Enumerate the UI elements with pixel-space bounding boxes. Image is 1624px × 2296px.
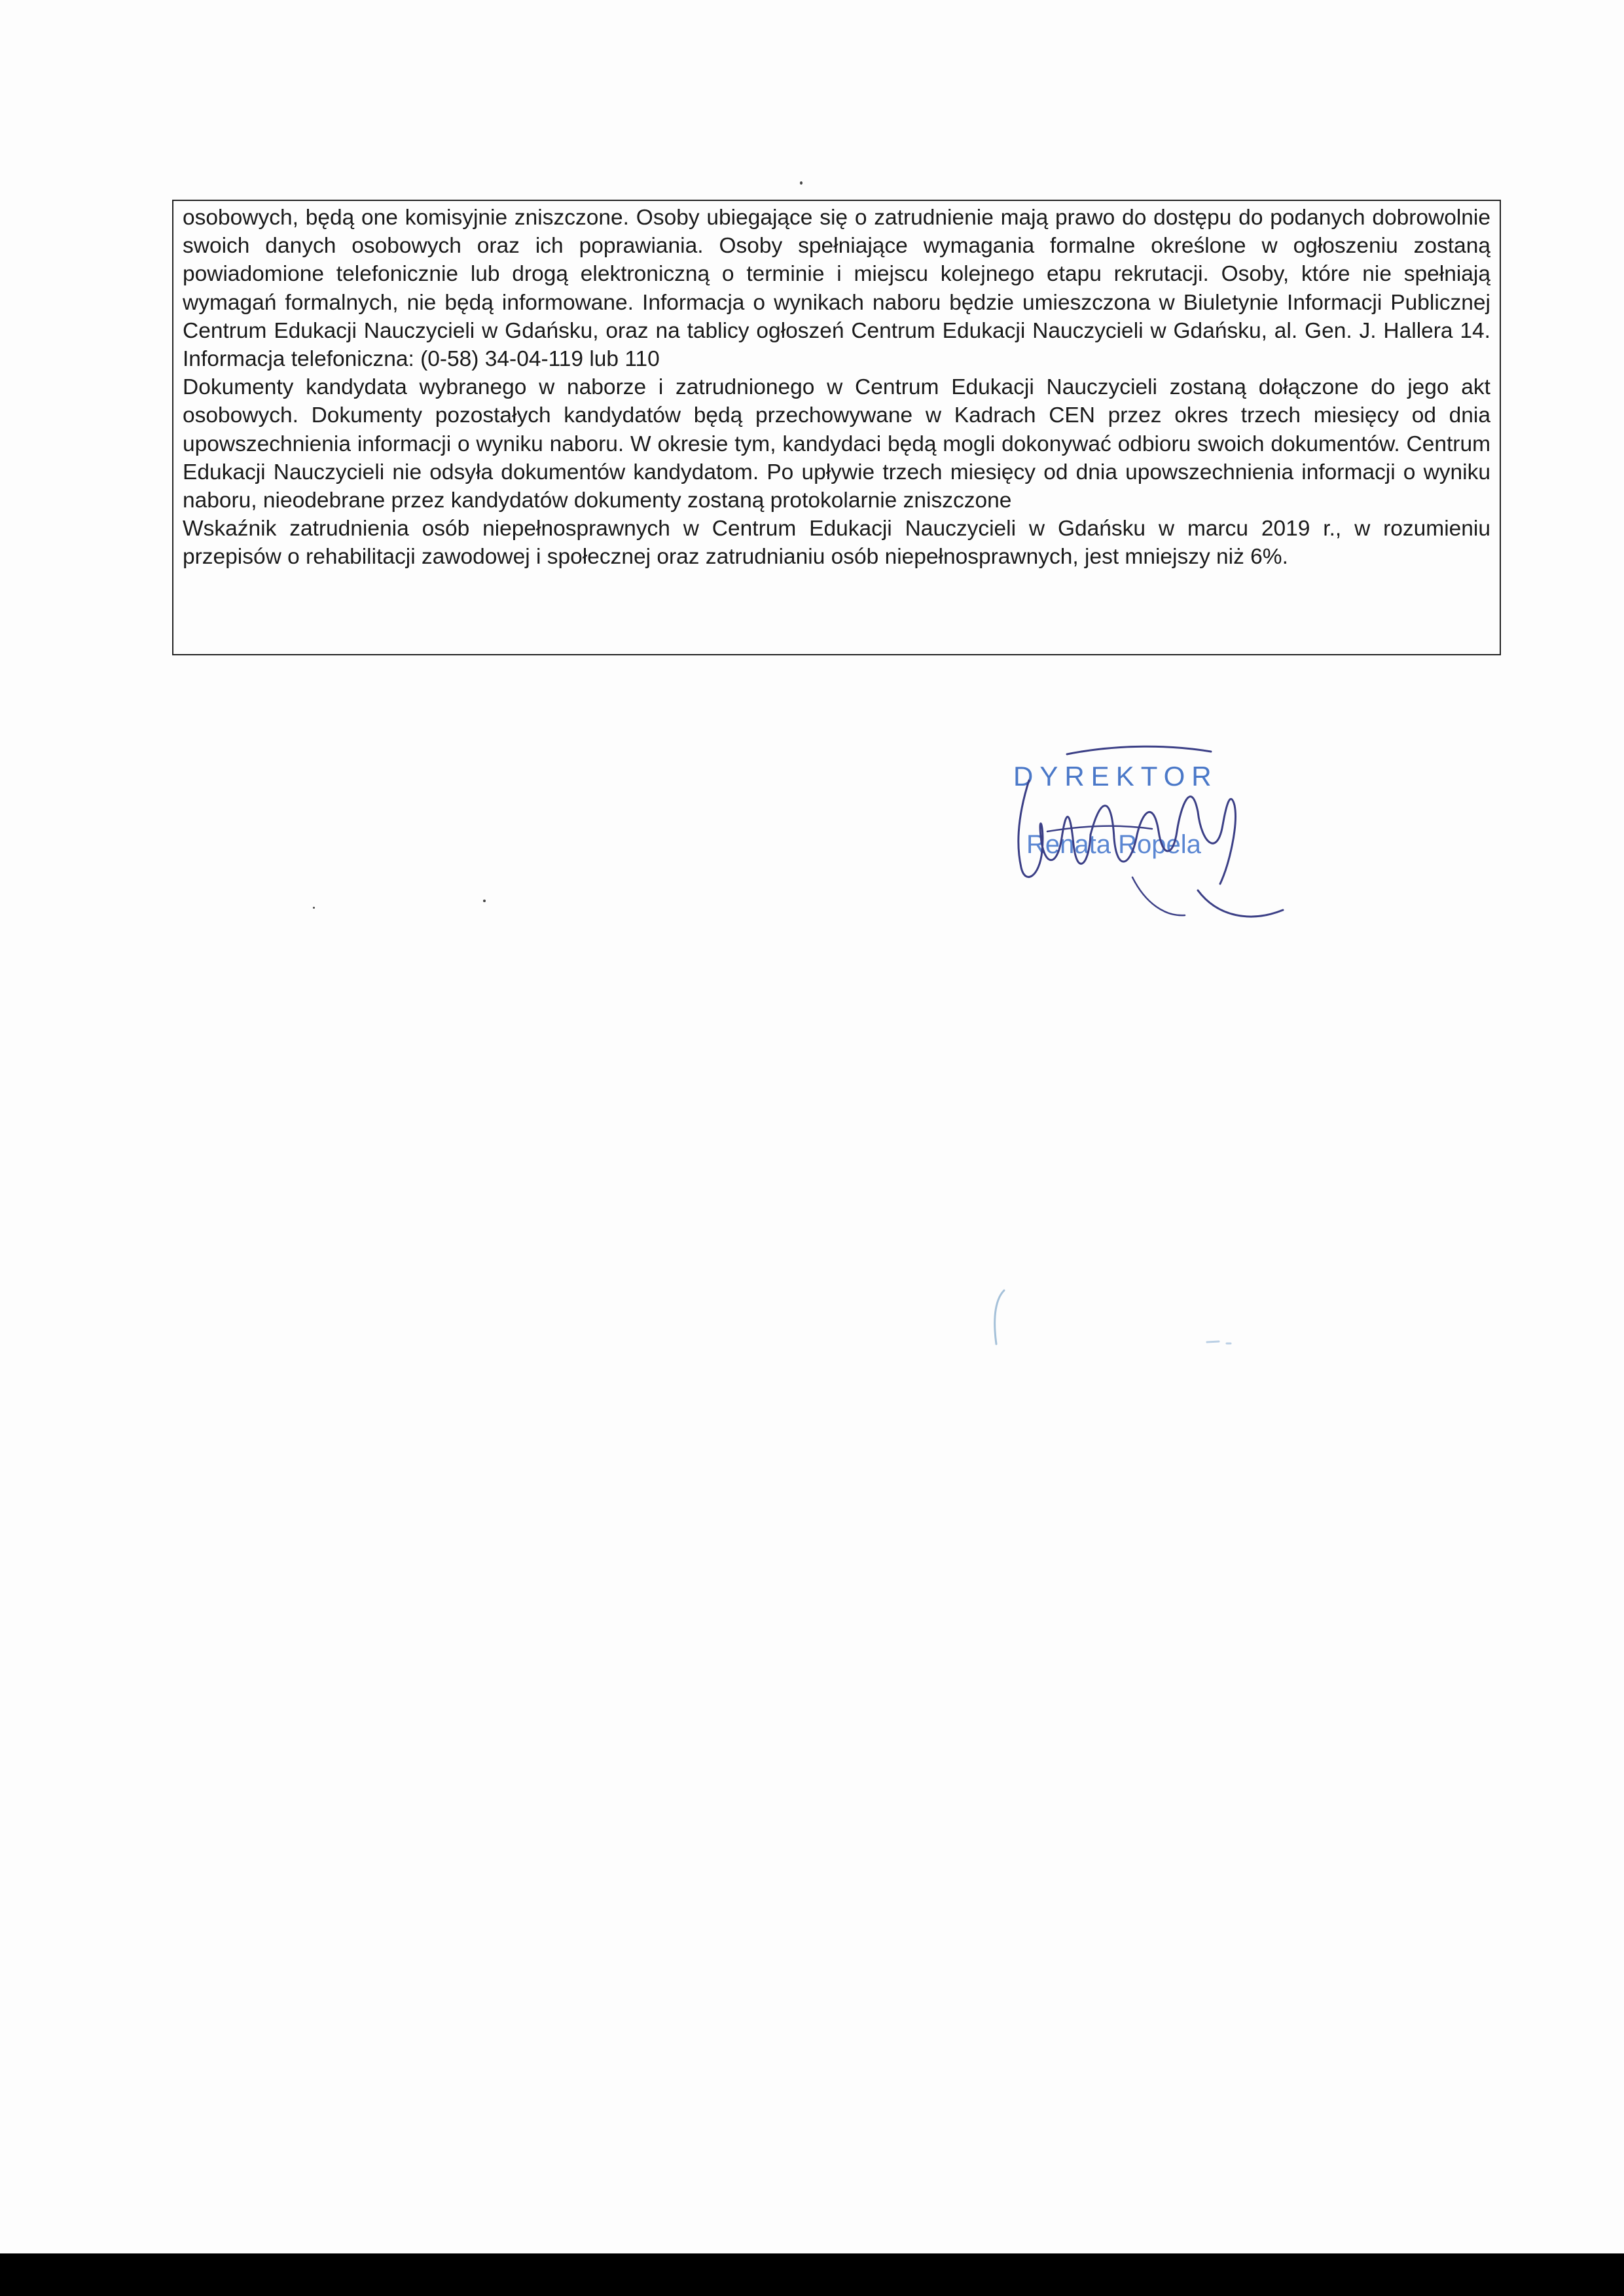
stamp-title: DYREKTOR (1013, 761, 1218, 792)
stamp-name: Renata Ropela (1026, 830, 1201, 859)
stray-pen-mark (1204, 1336, 1237, 1349)
recruitment-notice-box (172, 200, 1501, 655)
scan-speck (483, 900, 486, 902)
director-stamp (1001, 740, 1296, 923)
data-processing-paragraph: osobowych, będą one komisyjnie zniszczone. Osoby ubiegające się o zatrudnienie mają prawo do dostępu do podanych dobrowolnie swoich danych osobowych oraz ich poprawiania. Osoby spełniające wymagania formalne określone w ogłoszeniu zostaną powiadomione telefonicznie lub drogą elektroniczną o terminie i miejscu kolejnego etapu rekrutacji. Osoby, które nie spełniają wymagań formalnych, nie będą informowane. Informacja o wynikach naboru będzie umieszczona w Biuletynie Informacji Publicznej Centrum Edukacji Nauczycieli w Gdańsku, oraz na tablicy ogłoszeń Centrum Edukacji Nauczycieli w Gdańsku, al. Gen. J. Hallera 14. Informacja telefoniczna: (0-58) 34-04-119 lub 110 (183, 206, 1490, 372)
handwritten-signature (1001, 740, 1296, 923)
stray-pen-mark (981, 1286, 1013, 1352)
disability-employment-paragraph: Wskaźnik zatrudnienia osób niepełnosprawnych w Centrum Edukacji Nauczycieli w Gdańsku w marcu 2019 r., w rozumieniu przepisów o rehabilitacji zawodowej i społecznej oraz zatrudnianiu osób niepełnosprawnych, jest mniejszy niż 6%. (183, 517, 1490, 570)
scan-edge-bar (0, 2253, 1624, 2296)
scan-speck (313, 907, 315, 909)
scan-speck (800, 181, 803, 185)
documents-retention-paragraph: Dokumenty kandydata wybranego w naborze i zatrudnionego w Centrum Edukacji Nauczycieli zostaną dołączone do jego akt osobowych. Dokumenty pozostałych kandydatów będą przechowywane w Kadrach CEN przez okres trzech miesięcy od dnia upowszechnienia informacji o wyniku naboru. W okresie tym, kandydaci będą mogli dokonywać odbioru swoich dokumentów. Centrum Edukacji Nauczycieli nie odsyła dokumentów kandydatom. Po upływie trzech miesięcy od dnia upowszechnienia informacji o wyniku naboru, nieodebrane przez kandydatów dokumenty zostaną protokolarnie zniszczone (183, 375, 1490, 513)
